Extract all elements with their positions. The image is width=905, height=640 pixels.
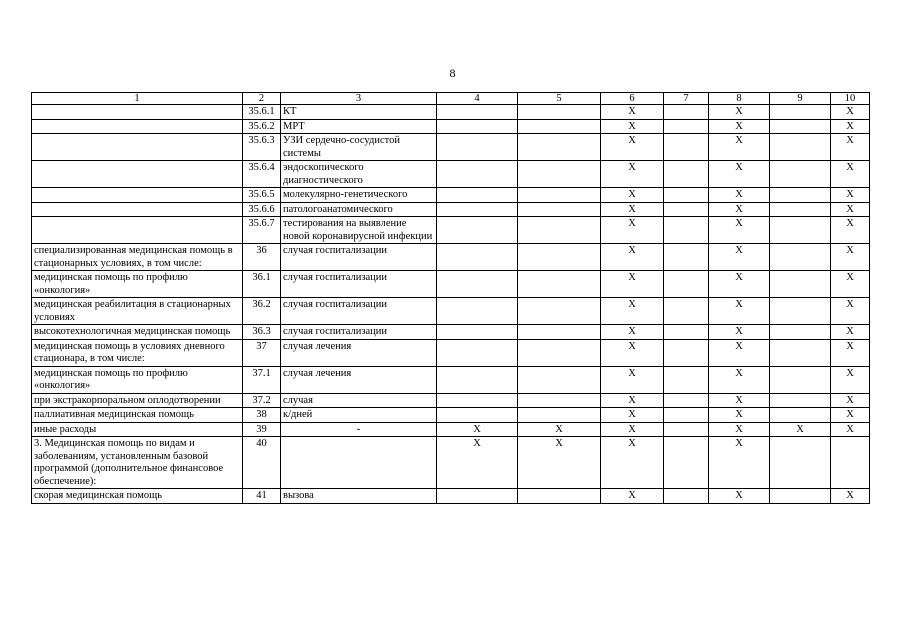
col7-cell xyxy=(664,437,709,489)
row-code-cell: 35.6.3 xyxy=(243,134,281,161)
row-name-cell: при экстракорпоральном оплодотворении xyxy=(32,393,243,408)
table-row xyxy=(32,339,870,366)
col9-cell xyxy=(770,202,831,217)
row-unit-cell: КТ xyxy=(281,105,437,120)
col5-cell xyxy=(518,325,601,340)
col5-cell xyxy=(518,202,601,217)
col9-cell xyxy=(770,119,831,134)
col10-cell: X xyxy=(831,393,870,408)
col10-cell: X xyxy=(831,422,870,437)
table-row xyxy=(32,105,870,120)
col7-cell xyxy=(664,134,709,161)
table-row xyxy=(32,119,870,134)
col5-cell xyxy=(518,489,601,504)
col4-cell xyxy=(437,489,518,504)
row-unit-cell: МРТ xyxy=(281,119,437,134)
col4-cell xyxy=(437,105,518,120)
col5-cell: X xyxy=(518,422,601,437)
col10-cell: X xyxy=(831,271,870,298)
row-name-cell xyxy=(32,134,243,161)
col10-cell: X xyxy=(831,339,870,366)
col6-cell: X xyxy=(601,339,664,366)
row-name-cell: высокотехнологичная медицинская помощь xyxy=(32,325,243,340)
col10-cell: X xyxy=(831,408,870,423)
row-unit-cell: эндоскопического диагностического xyxy=(281,161,437,188)
col6-cell: X xyxy=(601,408,664,423)
col8-cell: X xyxy=(709,161,770,188)
row-name-cell: паллиативная медицинская помощь xyxy=(32,408,243,423)
header-row xyxy=(32,93,870,105)
col8-cell: X xyxy=(709,339,770,366)
col7-cell xyxy=(664,244,709,271)
col5-cell: X xyxy=(518,437,601,489)
row-name-cell: иные расходы xyxy=(32,422,243,437)
col10-cell: X xyxy=(831,161,870,188)
row-unit-cell: случая госпитализации xyxy=(281,298,437,325)
col9-cell xyxy=(770,298,831,325)
col8-cell: X xyxy=(709,244,770,271)
col9-cell xyxy=(770,134,831,161)
row-unit-cell: - xyxy=(281,422,437,437)
col9-cell xyxy=(770,244,831,271)
col6-cell: X xyxy=(601,244,664,271)
row-name-cell: специализированная медицинская помощь в стационарных условиях, в том числе: xyxy=(32,244,243,271)
row-code-cell: 36.3 xyxy=(243,325,281,340)
row-code-cell: 37.2 xyxy=(243,393,281,408)
col7-cell xyxy=(664,188,709,203)
table-row xyxy=(32,437,870,489)
col9-cell xyxy=(770,339,831,366)
col5-cell xyxy=(518,244,601,271)
col10-cell xyxy=(831,437,870,489)
table-row xyxy=(32,244,870,271)
table-row xyxy=(32,393,870,408)
header-cell-9: 9 xyxy=(770,93,831,105)
col4-cell xyxy=(437,408,518,423)
col4-cell xyxy=(437,393,518,408)
col7-cell xyxy=(664,217,709,244)
col4-cell: X xyxy=(437,422,518,437)
table-row xyxy=(32,161,870,188)
col7-cell xyxy=(664,489,709,504)
col6-cell: X xyxy=(601,202,664,217)
col7-cell xyxy=(664,339,709,366)
col7-cell xyxy=(664,298,709,325)
col6-cell: X xyxy=(601,217,664,244)
col4-cell xyxy=(437,202,518,217)
col8-cell: X xyxy=(709,422,770,437)
row-unit-cell: молекулярно-генетического xyxy=(281,188,437,203)
header-cell-10: 10 xyxy=(831,93,870,105)
col9-cell xyxy=(770,217,831,244)
row-name-cell: скорая медицинская помощь xyxy=(32,489,243,504)
col4-cell xyxy=(437,119,518,134)
col6-cell: X xyxy=(601,119,664,134)
col8-cell: X xyxy=(709,393,770,408)
col9-cell xyxy=(770,393,831,408)
col6-cell: X xyxy=(601,105,664,120)
col6-cell: X xyxy=(601,188,664,203)
row-name-cell: медицинская помощь по профилю «онкология» xyxy=(32,366,243,393)
col5-cell xyxy=(518,188,601,203)
col5-cell xyxy=(518,298,601,325)
row-unit-cell: случая xyxy=(281,393,437,408)
table-row xyxy=(32,217,870,244)
col7-cell xyxy=(664,161,709,188)
col8-cell: X xyxy=(709,437,770,489)
col9-cell xyxy=(770,408,831,423)
col10-cell: X xyxy=(831,217,870,244)
header-cell-5: 5 xyxy=(518,93,601,105)
row-unit-cell: случая госпитализации xyxy=(281,271,437,298)
col5-cell xyxy=(518,366,601,393)
row-code-cell: 40 xyxy=(243,437,281,489)
header-cell-3: 3 xyxy=(281,93,437,105)
col4-cell xyxy=(437,339,518,366)
col7-cell xyxy=(664,393,709,408)
row-code-cell: 36 xyxy=(243,244,281,271)
col4-cell xyxy=(437,325,518,340)
table-row xyxy=(32,408,870,423)
col9-cell xyxy=(770,161,831,188)
col6-cell: X xyxy=(601,422,664,437)
col8-cell: X xyxy=(709,325,770,340)
col7-cell xyxy=(664,325,709,340)
col7-cell xyxy=(664,202,709,217)
col5-cell xyxy=(518,119,601,134)
header-cell-1: 1 xyxy=(32,93,243,105)
row-code-cell: 38 xyxy=(243,408,281,423)
col4-cell xyxy=(437,217,518,244)
row-unit-cell: случая лечения xyxy=(281,339,437,366)
col4-cell xyxy=(437,244,518,271)
col8-cell: X xyxy=(709,202,770,217)
table-row xyxy=(32,422,870,437)
row-unit-cell: случая лечения xyxy=(281,366,437,393)
row-code-cell: 35.6.1 xyxy=(243,105,281,120)
row-name-cell xyxy=(32,119,243,134)
row-code-cell: 37.1 xyxy=(243,366,281,393)
col10-cell: X xyxy=(831,134,870,161)
col8-cell: X xyxy=(709,366,770,393)
row-name-cell: 3. Медицинская помощь по видам и заболеваниям, установленным базовой программой (дополнительное финансовое обеспечение): xyxy=(32,437,243,489)
col8-cell: X xyxy=(709,489,770,504)
table-row xyxy=(32,202,870,217)
col4-cell xyxy=(437,366,518,393)
row-unit-cell: патологоанатомического xyxy=(281,202,437,217)
table-row xyxy=(32,298,870,325)
row-code-cell: 35.6.2 xyxy=(243,119,281,134)
col10-cell: X xyxy=(831,105,870,120)
row-code-cell: 35.6.7 xyxy=(243,217,281,244)
header-cell-6: 6 xyxy=(601,93,664,105)
col8-cell: X xyxy=(709,408,770,423)
header-cell-7: 7 xyxy=(664,93,709,105)
row-name-cell xyxy=(32,217,243,244)
row-unit-cell: УЗИ сердечно-сосудистой системы xyxy=(281,134,437,161)
table-row xyxy=(32,325,870,340)
col10-cell: X xyxy=(831,298,870,325)
col5-cell xyxy=(518,134,601,161)
col8-cell: X xyxy=(709,105,770,120)
row-code-cell: 36.2 xyxy=(243,298,281,325)
col6-cell: X xyxy=(601,437,664,489)
col6-cell: X xyxy=(601,489,664,504)
col10-cell: X xyxy=(831,489,870,504)
col7-cell xyxy=(664,105,709,120)
row-code-cell: 39 xyxy=(243,422,281,437)
col4-cell xyxy=(437,298,518,325)
row-unit-cell: тестирования на выявление новой коронавирусной инфекции xyxy=(281,217,437,244)
col4-cell xyxy=(437,188,518,203)
col6-cell: X xyxy=(601,134,664,161)
col9-cell xyxy=(770,325,831,340)
col10-cell: X xyxy=(831,188,870,203)
col6-cell: X xyxy=(601,366,664,393)
col8-cell: X xyxy=(709,298,770,325)
col9-cell xyxy=(770,188,831,203)
data-table xyxy=(31,92,870,504)
col5-cell xyxy=(518,393,601,408)
col7-cell xyxy=(664,119,709,134)
col8-cell: X xyxy=(709,134,770,161)
col9-cell xyxy=(770,489,831,504)
col7-cell xyxy=(664,366,709,393)
row-unit-cell: случая госпитализации xyxy=(281,244,437,271)
col9-cell: X xyxy=(770,422,831,437)
col6-cell: X xyxy=(601,325,664,340)
col10-cell: X xyxy=(831,244,870,271)
row-name-cell xyxy=(32,105,243,120)
header-cell-4: 4 xyxy=(437,93,518,105)
table-row xyxy=(32,489,870,504)
col10-cell: X xyxy=(831,202,870,217)
col4-cell xyxy=(437,271,518,298)
col4-cell xyxy=(437,134,518,161)
col5-cell xyxy=(518,161,601,188)
row-unit-cell xyxy=(281,437,437,489)
col9-cell xyxy=(770,437,831,489)
table-row xyxy=(32,188,870,203)
row-code-cell: 41 xyxy=(243,489,281,504)
col6-cell: X xyxy=(601,298,664,325)
col10-cell: X xyxy=(831,119,870,134)
row-unit-cell: вызова xyxy=(281,489,437,504)
row-code-cell: 35.6.5 xyxy=(243,188,281,203)
col7-cell xyxy=(664,422,709,437)
col10-cell: X xyxy=(831,325,870,340)
col5-cell xyxy=(518,408,601,423)
col5-cell xyxy=(518,217,601,244)
col4-cell xyxy=(437,161,518,188)
row-name-cell xyxy=(32,161,243,188)
row-unit-cell: случая госпитализации xyxy=(281,325,437,340)
row-code-cell: 37 xyxy=(243,339,281,366)
col9-cell xyxy=(770,105,831,120)
col6-cell: X xyxy=(601,161,664,188)
row-name-cell: медицинская помощь по профилю «онкология» xyxy=(32,271,243,298)
table-row xyxy=(32,366,870,393)
row-code-cell: 35.6.4 xyxy=(243,161,281,188)
col7-cell xyxy=(664,271,709,298)
row-name-cell xyxy=(32,202,243,217)
col8-cell: X xyxy=(709,119,770,134)
col9-cell xyxy=(770,271,831,298)
col5-cell xyxy=(518,271,601,298)
col5-cell xyxy=(518,105,601,120)
col6-cell: X xyxy=(601,393,664,408)
header-cell-2: 2 xyxy=(243,93,281,105)
col8-cell: X xyxy=(709,217,770,244)
row-name-cell: медицинская реабилитация в стационарных условиях xyxy=(32,298,243,325)
col7-cell xyxy=(664,408,709,423)
row-name-cell xyxy=(32,188,243,203)
header-cell-8: 8 xyxy=(709,93,770,105)
col9-cell xyxy=(770,366,831,393)
col5-cell xyxy=(518,339,601,366)
row-code-cell: 35.6.6 xyxy=(243,202,281,217)
col4-cell: X xyxy=(437,437,518,489)
col8-cell: X xyxy=(709,271,770,298)
col6-cell: X xyxy=(601,271,664,298)
col8-cell: X xyxy=(709,188,770,203)
row-code-cell: 36.1 xyxy=(243,271,281,298)
page-number: 8 xyxy=(449,66,456,80)
col10-cell: X xyxy=(831,366,870,393)
row-unit-cell: к/дней xyxy=(281,408,437,423)
table-row xyxy=(32,134,870,161)
table-row xyxy=(32,271,870,298)
row-name-cell: медицинская помощь в условиях дневного стационара, в том числе: xyxy=(32,339,243,366)
